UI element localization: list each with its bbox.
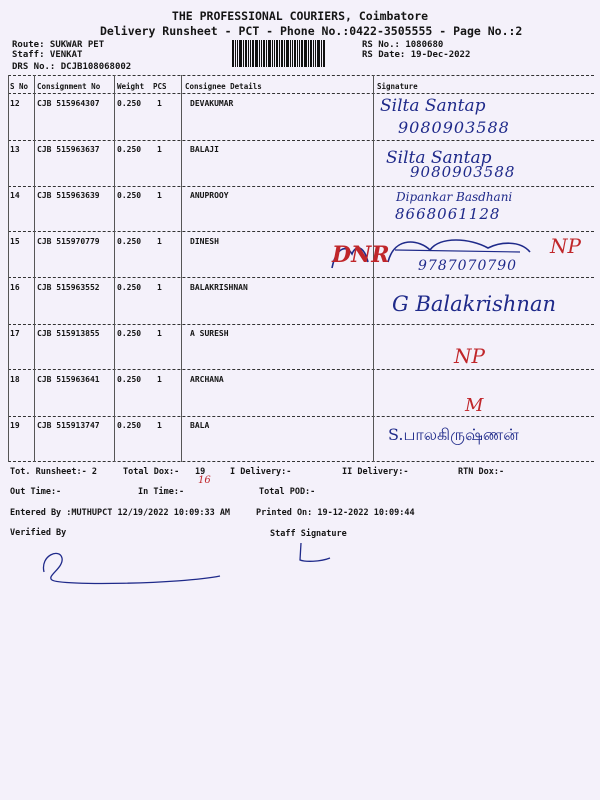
runsheet-subtitle: Delivery Runsheet - PCT - Phone No.:0422-3505555 - Page No.:2 — [100, 24, 523, 38]
cell-consignee: DINESH — [190, 237, 219, 246]
cell-pcs: 1 — [157, 283, 162, 292]
cell-consignee: BALA — [190, 421, 210, 430]
cell-pcs: 1 — [157, 421, 162, 430]
cell-pcs: 1 — [157, 375, 162, 384]
cell-weight: 0.250 — [117, 375, 142, 384]
cell-sno: 19 — [10, 421, 20, 430]
verified-by: Verified By — [10, 528, 67, 538]
drs-number: DRS No.: DCJB108068002 — [12, 62, 132, 72]
total-pod: Total POD:- — [259, 487, 316, 497]
entered-by: Entered By :MUTHUPCT 12/19/2022 10:09:33 AM — [10, 508, 231, 518]
cell-consignee: ARCHANA — [190, 375, 224, 384]
col-consignment: Consignment No — [37, 82, 101, 91]
staff-label: Staff: VENKAT — [12, 50, 83, 60]
cell-consignment: CJB 515963641 — [37, 375, 100, 384]
cell-pcs: 1 — [157, 237, 162, 246]
cell-sno: 17 — [10, 329, 20, 338]
cell-consignment: CJB 515964307 — [37, 99, 100, 108]
mark-np: NP — [454, 344, 485, 368]
cell-weight: 0.250 — [117, 329, 142, 338]
col-pcs: PCS — [153, 82, 167, 91]
col-sno: S No — [10, 82, 29, 91]
col-signature: Signature — [377, 82, 418, 91]
col-weight: Weight — [117, 82, 145, 91]
cell-consignment: CJB 515913855 — [37, 329, 100, 338]
staff-signature: Staff Signature — [270, 529, 347, 539]
signature-handwriting: Silta Santap — [380, 96, 486, 116]
cell-sno: 18 — [10, 375, 20, 384]
cell-pcs: 1 — [157, 99, 162, 108]
cell-sno: 16 — [10, 283, 20, 292]
signature-handwriting: Silta Santap — [386, 148, 492, 168]
cell-consignment: CJB 515963637 — [37, 145, 100, 154]
cell-consignment: CJB 515970779 — [37, 237, 100, 246]
signature-phone: 9080903588 — [410, 163, 516, 181]
cell-weight: 0.250 — [117, 421, 142, 430]
signature-handwriting: G Balakrishnan — [392, 292, 556, 316]
in-time: In Time:- — [138, 487, 185, 497]
cell-pcs: 1 — [157, 329, 162, 338]
total-dox-label: Total Dox:- — [123, 467, 180, 477]
signature-handwriting: S.பாலகிருஷ்ணன் — [388, 425, 519, 444]
cell-pcs: 1 — [157, 191, 162, 200]
cell-sno: 14 — [10, 191, 20, 200]
cell-sno: 15 — [10, 237, 20, 246]
signature-phone: 9787070790 — [418, 258, 518, 274]
rs-date: RS Date: 19-Dec-2022 — [362, 50, 471, 60]
company-title: THE PROFESSIONAL COURIERS, Coimbatore — [171, 9, 429, 23]
signature-phone: 8668061128 — [395, 205, 501, 223]
ii-delivery: II Delivery:- — [342, 467, 409, 477]
out-time: Out Time:- — [10, 487, 62, 497]
tot-runsheet: Tot. Runsheet:- 2 — [10, 467, 97, 477]
cell-weight: 0.250 — [117, 191, 142, 200]
cell-consignee: BALAJI — [190, 145, 219, 154]
mark-np: NP — [550, 234, 581, 258]
total-dox-value: 19 — [195, 467, 206, 477]
cell-consignee: BALAKRISHNAN — [190, 283, 248, 292]
signature-handwriting: Dipankar Basdhani — [396, 190, 513, 204]
cell-consignment: CJB 515913747 — [37, 421, 100, 430]
cell-weight: 0.250 — [117, 237, 142, 246]
cell-weight: 0.250 — [117, 145, 142, 154]
col-consignee: Consignee Details — [185, 82, 262, 91]
cell-consignee: A SURESH — [190, 329, 229, 338]
cell-sno: 12 — [10, 99, 20, 108]
rtn-dox: RTN Dox:- — [458, 467, 505, 477]
route-label: Route: SUKWAR PET — [12, 40, 105, 50]
cell-pcs: 1 — [157, 145, 162, 154]
printed-on: Printed On: 19-12-2022 10:09:44 — [256, 508, 415, 518]
rs-number: RS No.: 1080680 — [362, 40, 444, 50]
cell-weight: 0.250 — [117, 283, 142, 292]
cell-consignment: CJB 515963552 — [37, 283, 100, 292]
signature-phone: 9080903588 — [398, 118, 510, 137]
cell-consignee: DEVAKUMAR — [190, 99, 234, 108]
cell-sno: 13 — [10, 145, 20, 154]
cell-weight: 0.250 — [117, 99, 142, 108]
cell-consignment: CJB 515963639 — [37, 191, 100, 200]
cell-consignee: ANUPROOY — [190, 191, 229, 200]
handwritten-count: 16 — [198, 475, 211, 486]
mark-dnr: DNR — [332, 242, 390, 268]
mark-m: M — [465, 395, 484, 416]
i-delivery: I Delivery:- — [230, 467, 292, 477]
